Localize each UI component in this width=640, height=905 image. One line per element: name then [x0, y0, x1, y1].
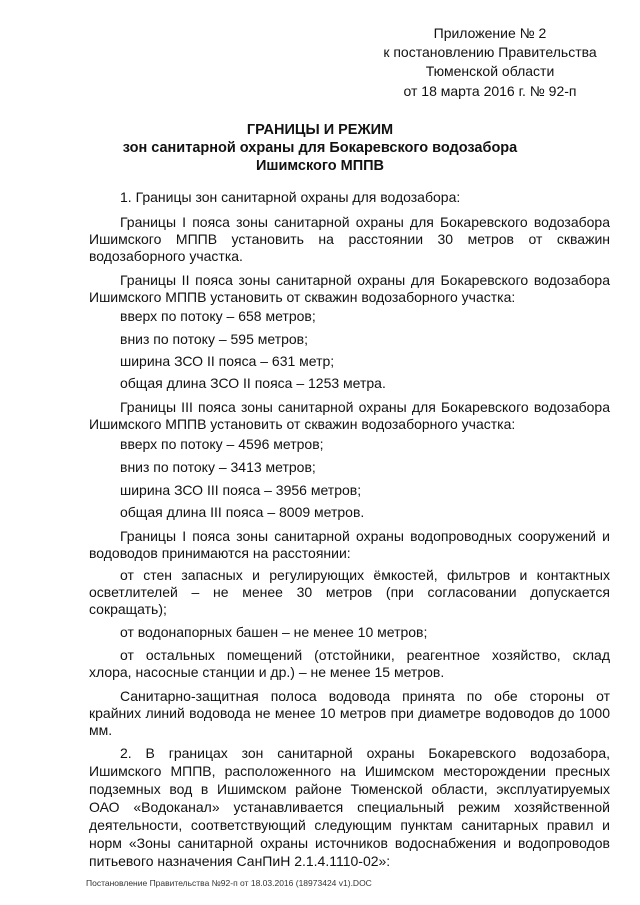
section-2-line-6: норм «Зоны санитарной охраны источников водоснабжения и водопроводов: [89, 835, 610, 851]
zone-1-line-1: Границы I пояса зоны санитарной охраны для Бокаревского водозабора: [120, 214, 610, 230]
sanitary-strip-line-2: крайних линий водовода не менее 10 метров при диаметре водоводов до 1000: [89, 705, 610, 721]
section-2-line-7: питьевого назначения СанПиН 2.1.4.1110-02»:: [89, 853, 391, 869]
zone-2-line-1: Границы II пояса зоны санитарной охраны для Бокаревского водозабора: [120, 272, 610, 288]
doc-title-line-1: ГРАНИЦЫ И РЕЖИМ: [246, 122, 394, 138]
waterworks-line-2: водоводов принимаются на расстоянии:: [89, 545, 351, 561]
waterworks-item-1-line-3: сокращать);: [89, 601, 167, 617]
section-2-line-1: 2. В границах зон санитарной охраны Бокаревского водозабора,: [120, 745, 610, 761]
document-footer: Постановление Правительства №92-п от 18.03.2016 (18973424 v1).DOC: [86, 878, 372, 888]
zone-1-line-3: водозаборного участка.: [89, 248, 243, 264]
zone-2-line-2: Ишимского МППВ установить от скважин водозаборного участка:: [89, 289, 516, 305]
zone-3-length: общая длина III пояса – 8009 метров.: [120, 504, 365, 520]
zone-2-upstream: вверх по потоку – 658 метров;: [120, 308, 316, 324]
zone-2-width: ширина ЗСО II пояса – 631 метр;: [120, 353, 335, 369]
doc-title-line-2: зон санитарной охраны для Бокаревского водозабора: [122, 140, 518, 156]
waterworks-item-2: от водонапорных башен – не менее 10 метров;: [120, 624, 428, 640]
sanitary-strip-line-1: Санитарно-защитная полоса водовода принята по обе стороны от: [120, 688, 610, 704]
zone-2-length: общая длина ЗСО II пояса – 1253 метра.: [120, 375, 386, 391]
sanitary-strip-line-3: мм.: [89, 722, 113, 738]
appendix-line-1: Приложение № 2: [433, 25, 547, 41]
section-2-line-5: деятельности, соответствующий следующим пунктам санитарных правил и: [89, 817, 610, 833]
zone-2-downstream: вниз по потоку – 595 метров;: [120, 331, 309, 347]
zone-3-upstream: вверх по потоку – 4596 метров;: [120, 436, 324, 452]
doc-title-line-3: Ишимского МППВ: [255, 158, 385, 174]
waterworks-item-3-line-2: хлора, насосные станции и др.) – не менее 15 метров.: [89, 664, 445, 680]
section-2-line-3: подземных вод в Ишимском районе Тюменской области, эксплуатируемых: [89, 781, 610, 797]
zone-3-line-1: Границы III пояса зоны санитарной охраны для Бокаревского водозабора: [120, 399, 610, 415]
zone-1-line-2: Ишимского МППВ установить на расстоянии 30 метров от скважин: [89, 231, 610, 247]
waterworks-line-1: Границы I пояса зоны санитарной охраны водопроводных сооружений и: [120, 528, 610, 544]
appendix-date-number: от 18 марта 2016 г. № 92-п: [403, 83, 577, 99]
section-2-line-2: Ишимского МППВ, расположенного на Ишимском месторождении пресных: [89, 763, 610, 779]
waterworks-item-1-line-1: от стен запасных и регулирующих ёмкостей, фильтров и контактных: [120, 567, 610, 583]
waterworks-item-1-line-2: осветлителей – не менее 30 метров (при согласовании допускается: [89, 584, 610, 600]
zone-3-downstream: вниз по потоку – 3413 метров;: [120, 459, 316, 475]
waterworks-item-3-line-1: от остальных помещений (отстойники, реагентное хозяйство, склад: [120, 647, 610, 663]
zone-3-width: ширина ЗСО III пояса – 3956 метров;: [120, 482, 362, 498]
section-2-line-4: ОАО «Водоканал» устанавливается специальный режим хозяйственной: [89, 799, 610, 815]
zone-3-line-2: Ишимского МППВ установить от скважин водозаборного участка:: [89, 416, 516, 432]
section-1-heading: 1. Границы зон санитарной охраны для водозабора:: [120, 189, 461, 205]
appendix-line-2: к постановлению Правительства: [383, 44, 597, 60]
appendix-line-3: Тюменской области: [425, 63, 555, 79]
